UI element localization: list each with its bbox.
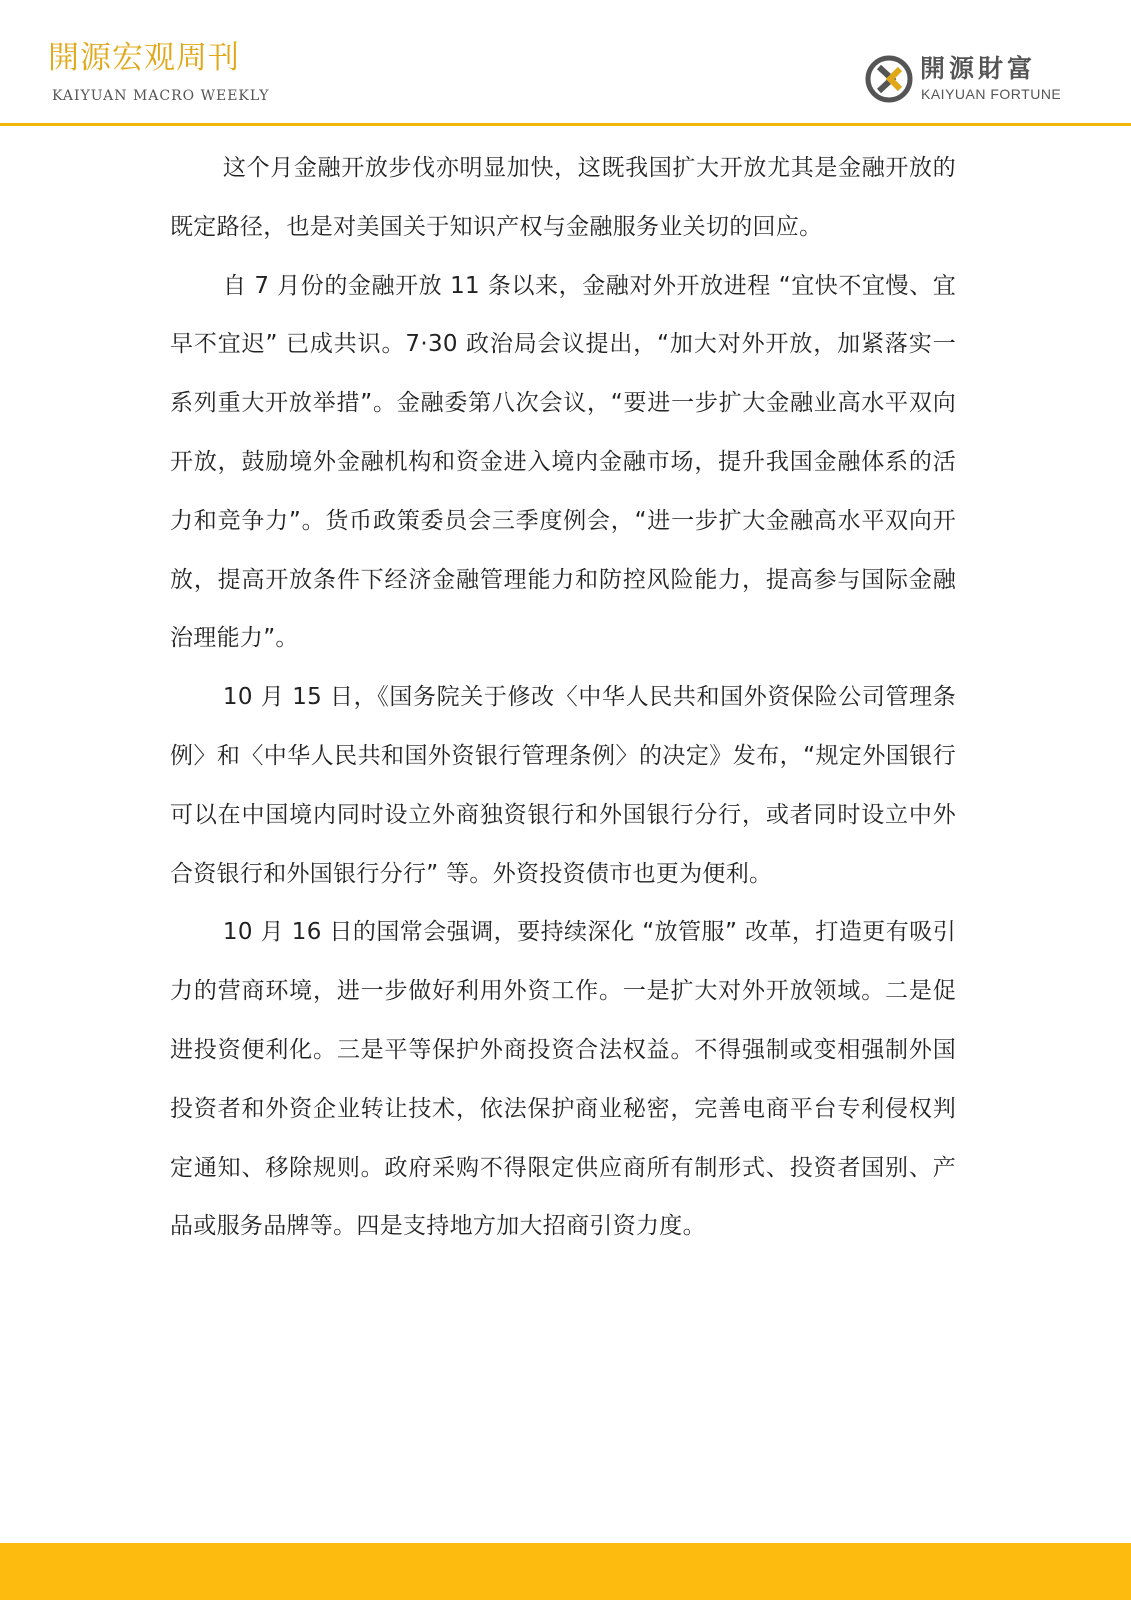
paragraph: 10 月 16 日的国常会强调，要持续深化 “放管服” 改革，打造更有吸引力的营商环境，进一步做好利用外资工作。一是扩大对外开放领域。二是促进投资便利化。三是平等保护外商投资合法权益。不得强制或变相强制外国投资者和外资企业转让技术，依法保护商业秘密，完善电商平台专利侵权判定通知、移除规则。政府采购不得限定供应商所有制形式、投资者国别、产品或服务品牌等。四是支持地方加大招商引资力度。 bbox=[170, 919, 956, 1240]
publication-title: 開源宏观周刊 bbox=[48, 40, 240, 76]
company-logo bbox=[864, 54, 1084, 104]
logo-name: 開源財富 bbox=[920, 54, 1037, 83]
publication-subtitle: KAIYUAN MACRO WEEKLY bbox=[52, 88, 270, 104]
logo-subtitle: KAIYUAN FORTUNE bbox=[921, 86, 1062, 102]
paragraph: 这个月金融开放步伐亦明显加快，这既我国扩大开放尤其是金融开放的既定路径，也是对美国关于知识产权与金融服务业关切的回应。 bbox=[170, 155, 956, 240]
page-header bbox=[0, 0, 1131, 128]
article-body bbox=[170, 139, 956, 1256]
header-divider bbox=[0, 123, 1131, 126]
paragraph: 自 7 月份的金融开放 11 条以来，金融对外开放进程 “宜快不宜慢、宜早不宜迟” 已成共识。7·30 政治局会议提出，“加大对外开放，加紧落实一系列重大开放举措”。金融委第八次会议，“要进一步扩大金融业高水平双向开放，鼓励境外金融机构和资金进入境内金融市场，提升我国金融体系的活力和竞争力”。货币政策委员会三季度例会，“进一步扩大金融高水平双向开放，提高开放条件下经济金融管理能力和防控风险能力，提高参与国际金融治理能力”。 bbox=[170, 272, 956, 652]
paragraph: 10 月 15 日，《国务院关于修改〈中华人民共和国外资保险公司管理条例〉和〈中华人民共和国外资银行管理条例〉的决定》发布，“规定外国银行可以在中国境内同时设立外商独资银行和外国银行分行，或者同时设立中外合资银行和外国银行分行” 等。外资投资债市也更为便利。 bbox=[170, 684, 956, 887]
kaiyuan-logo-icon bbox=[864, 54, 914, 104]
footer-bar bbox=[0, 1543, 1131, 1600]
